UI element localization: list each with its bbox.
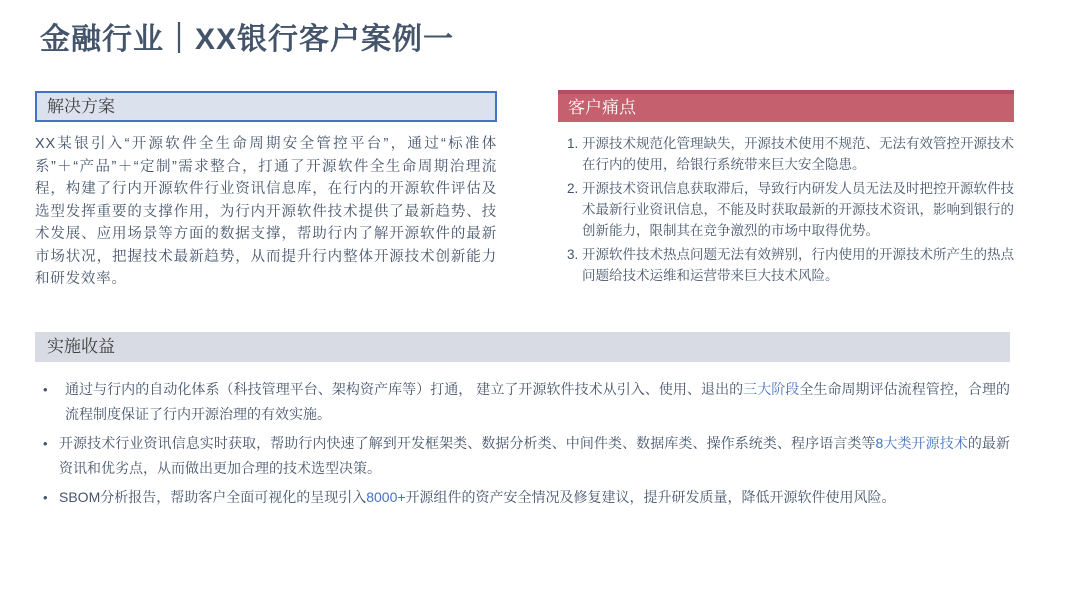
bullet-icon: • <box>43 382 48 397</box>
solution-header-label: 解决方案 <box>47 97 115 116</box>
benefit-text: 开源组件的资产安全情况及修复建议，提升研发质量，降低开源软件使用风险。 <box>405 489 896 505</box>
benefit-highlight: 三大阶段 <box>743 381 800 397</box>
pain-point-item: 2. 开源技术资讯信息获取滞后，导致行内研发人员无法及时把控开源软件技术最新行业资讯信息，不能及时获取最新的开源技术资讯，影响到银行的创新能力，限制其在竞争激烈的市场中取得优势。 <box>582 178 1014 241</box>
benefits-section <box>35 332 1010 514</box>
solution-section <box>35 91 497 291</box>
benefit-text: 的最新资讯和优劣点，从而做出更加合理的技术选型决策。 <box>59 435 1011 476</box>
pain-points-section <box>558 90 1014 289</box>
pain-points-list <box>558 133 1014 286</box>
benefits-list <box>35 377 1010 510</box>
pain-points-header-label: 客户痛点 <box>568 98 636 117</box>
bullet-icon: • <box>43 490 48 505</box>
benefit-highlight: 8大类开源技术 <box>875 435 968 451</box>
benefit-item <box>41 377 1010 427</box>
benefits-header-label: 实施收益 <box>47 337 115 356</box>
bullet-icon: • <box>43 436 48 451</box>
benefits-header <box>35 332 1010 362</box>
pain-points-header <box>558 90 1014 122</box>
benefit-text: 通过与行内的自动化体系（科技管理平台、架构资产库等）打通， 建立了开源软件技术从引入、使用、退出的 <box>65 381 744 397</box>
benefit-text: 开源技术行业资讯信息实时获取，帮助行内快速了解到开发框架类、数据分析类、中间件类、数据库类、操作系统类、程序语言类等 <box>59 435 876 451</box>
benefit-item <box>41 431 1010 481</box>
pain-point-item: 1. 开源技术规范化管理缺失，开源技术使用不规范、无法有效管控开源技术在行内的使用，给银行系统带来巨大安全隐患。 <box>582 133 1014 175</box>
page-title: 金融行业｜XX银行客户案例一 <box>40 23 455 56</box>
benefit-text: 全生命周期评估流程管控，合理的流程制度保证了行内开源治理的有效实施。 <box>65 381 1011 422</box>
solution-paragraph: XX某银引入“开源软件全生命周期安全管控平台”，通过“标准体系”＋“产品”＋“定制”需求整合，打通了开源软件全生命周期治理流程，构建了行内开源软件行业资讯信息库，在行内的开源软件评估及选型发挥重要的支撑作用，为行内开源软件技术提供了最新趋势、技术发展、应用场景等方面的数据支撑，帮助行内了解开源软件的最新市场状况，把握技术最新趋势，从而提升行内整体开源技术创新能力和研发效率。 <box>35 136 497 287</box>
benefit-highlight: 8000+ <box>366 489 406 505</box>
pain-point-item: 3. 开源软件技术热点问题无法有效辨别，行内使用的开源技术所产生的热点问题给技术运维和运营带来巨大技术风险。 <box>582 244 1014 286</box>
solution-header <box>35 91 497 122</box>
benefit-item <box>41 485 1010 510</box>
benefit-text: SBOM分析报告，帮助客户全面可视化的呈现引入 <box>59 489 367 505</box>
